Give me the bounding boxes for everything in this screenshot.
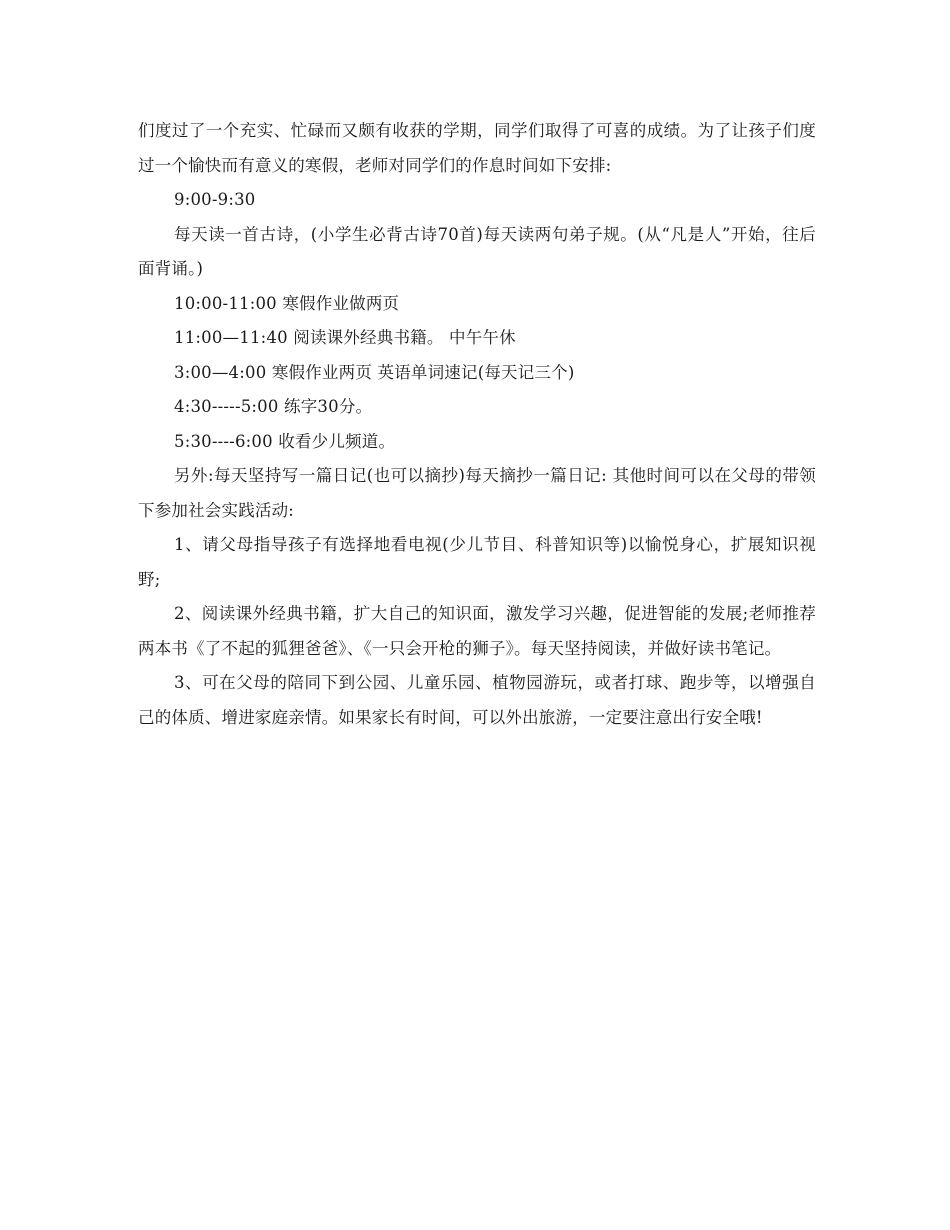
paragraph-schedule-time-1: 9:00-9:30 [174,190,256,209]
paragraph-item-1: 1、请父母指导孩子有选择地看电视(少儿节目、科普知识等)以愉悦身心，扩展知识视野; [138,535,816,589]
paragraph-item-3: 3、可在父母的陪同下到公园、儿童乐园、植物园游玩，或者打球、跑步等，以增强自己的体质、增进家庭亲情。如果家长有时间，可以外出旅游，一定要注意出行安全哦! [138,673,816,727]
paragraph-schedule-reading: 11:00—11:40 阅读课外经典书籍。 中午午休 [174,328,516,347]
paragraph-schedule-homework: 10:00-11:00 寒假作业做两页 [174,293,400,313]
paragraph-intro: 们度过了一个充实、忙碌而又颇有收获的学期，同学们取得了可喜的成绩。为了让孩子们度过一个愉快而有意义的寒假，老师对同学们的作息时间如下安排: [138,121,816,175]
paragraph-item-2: 2、阅读课外经典书籍，扩大自己的知识面，激发学习兴趣，促进智能的发展;老师推荐两本书《了不起的狐狸爸爸》、《一只会开枪的狮子》。每天坚持阅读，并做好读书笔记。 [138,604,816,658]
paragraph-additional-notes: 另外:每天坚持写一篇日记(也可以摘抄)每天摘抄一篇日记: 其他时间可以在父母的带领下参加社会实践活动: [138,466,816,520]
document-body [138,114,816,735]
paragraph-reading-poems: 每天读一首古诗，(小学生必背古诗70首)每天读两句弟子规。(从“凡是人”开始，往后面背诵。) [138,224,816,278]
paragraph-schedule-tv: 5:30----6:00 收看少儿频道。 [174,431,396,451]
paragraph-schedule-afternoon: 3:00—4:00 寒假作业两页 英语单词速记(每天记三个) [174,362,575,382]
paragraph-schedule-calligraphy: 4:30-----5:00 练字30分。 [174,397,373,416]
